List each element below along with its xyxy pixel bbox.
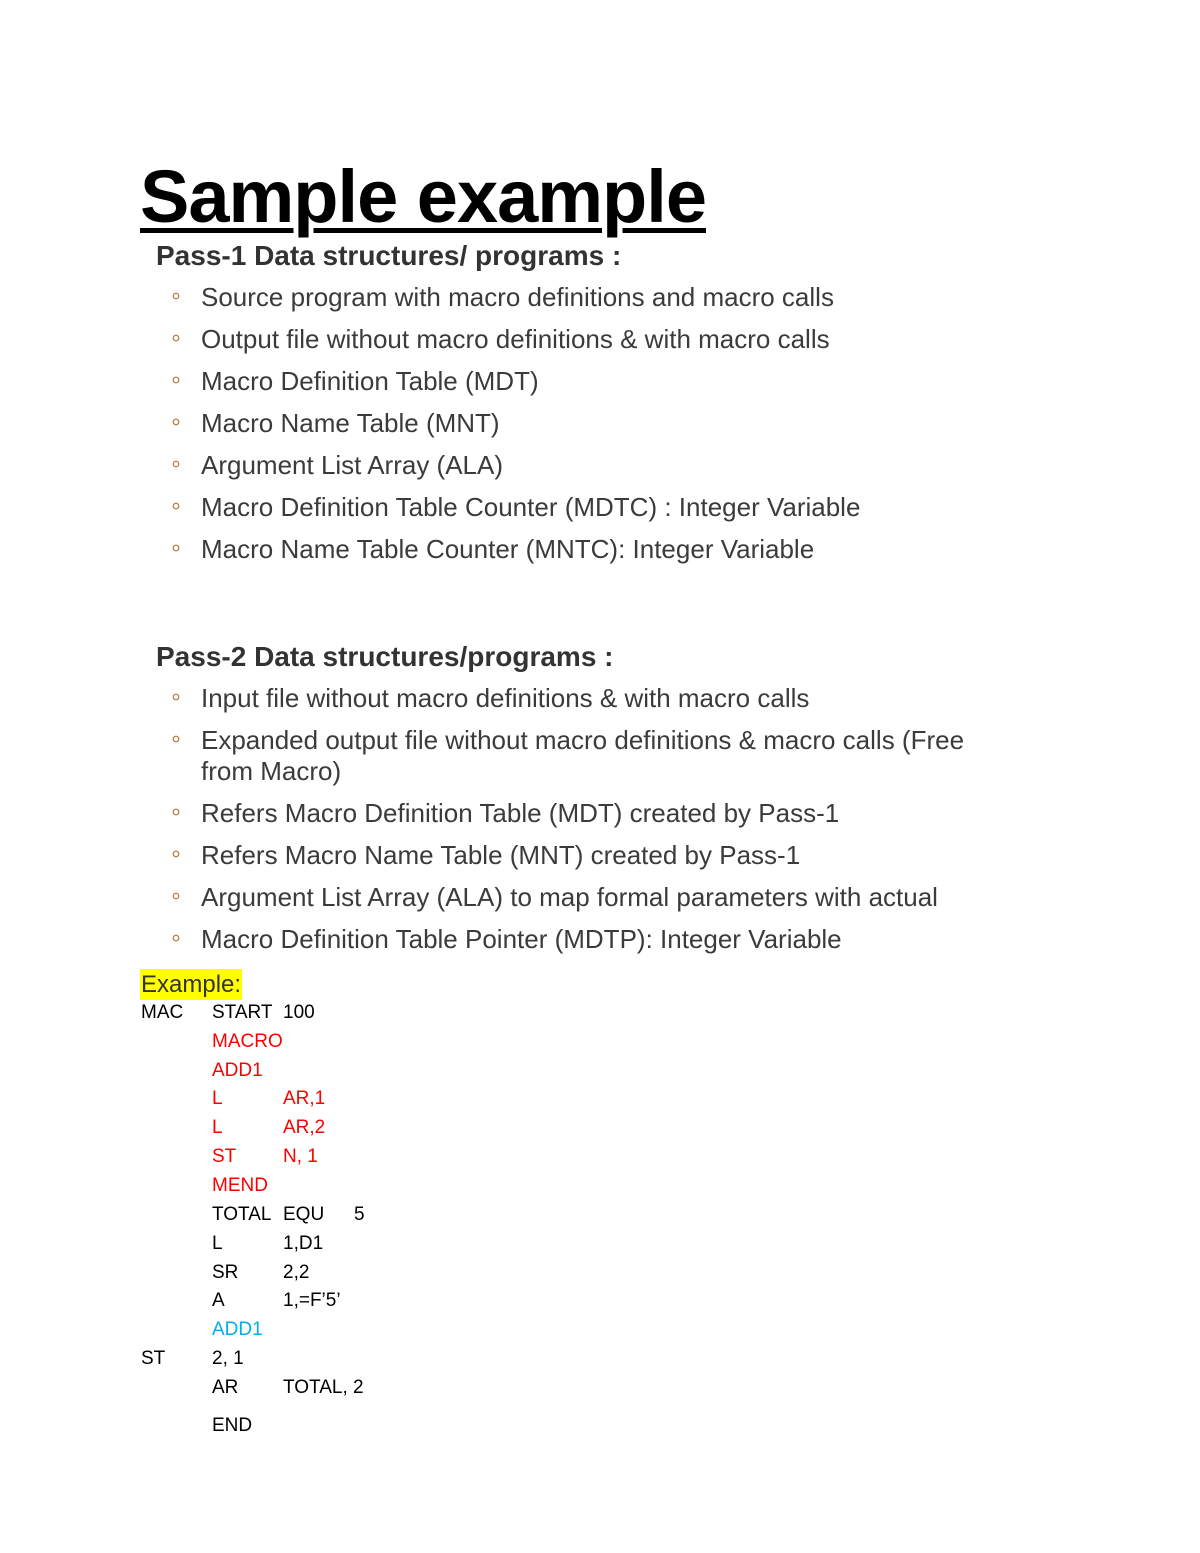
list-item xyxy=(172,324,860,355)
page-title: Sample example xyxy=(140,155,706,238)
code-op-macro-call: ADD1 xyxy=(212,1319,263,1340)
list-item xyxy=(172,534,860,565)
code-op-macro-name: ADD1 xyxy=(212,1060,263,1081)
circle-bullet-icon xyxy=(172,544,180,552)
code-operand: 1,D1 xyxy=(283,1233,324,1254)
list-item-text: Source program with macro definitions and macro calls xyxy=(201,282,834,312)
circle-bullet-icon xyxy=(172,376,180,384)
code-op: 2, 1 xyxy=(212,1348,244,1369)
list-item-text: Macro Definition Table Counter (MDTC) : Integer Variable xyxy=(201,492,861,522)
list-item-text: Macro Name Table (MNT) xyxy=(201,408,500,438)
code-op-mend: MEND xyxy=(212,1175,268,1196)
code-operand: AR,1 xyxy=(283,1088,326,1109)
list-item-text: Input file without macro definitions & with macro calls xyxy=(201,683,810,713)
pass2-list xyxy=(172,683,964,966)
code-label: ST xyxy=(141,1348,166,1369)
list-item-text: Macro Definition Table Pointer (MDTP): Integer Variable xyxy=(201,924,842,954)
list-item xyxy=(172,408,860,439)
code-operand: N, 1 xyxy=(283,1146,318,1167)
list-item xyxy=(172,282,860,313)
code-op: SR xyxy=(212,1262,239,1283)
code-operand: EQU xyxy=(283,1204,325,1225)
list-item-text: Refers Macro Name Table (MNT) created by Pass-1 xyxy=(201,840,801,870)
code-operand: 2,2 xyxy=(283,1262,310,1283)
list-item-text: Macro Name Table Counter (MNTC): Integer Variable xyxy=(201,534,815,564)
code-op: A xyxy=(212,1290,225,1311)
list-item xyxy=(172,840,964,871)
pass1-heading: Pass-1 Data structures/ programs : xyxy=(156,240,622,271)
code-op: L xyxy=(212,1117,223,1138)
code-label: MAC xyxy=(141,1002,184,1023)
pass1-list xyxy=(172,282,860,576)
list-item-text: Expanded output file without macro definitions & macro calls (Free xyxy=(201,725,965,755)
list-item xyxy=(172,924,964,955)
list-item-text-continued: from Macro) xyxy=(201,756,342,786)
code-op: END xyxy=(212,1415,253,1436)
code-operand: TOTAL, 2 xyxy=(283,1377,364,1398)
list-item xyxy=(172,366,860,397)
code-op: START xyxy=(212,1002,273,1023)
circle-bullet-icon xyxy=(172,418,180,426)
code-op: AR xyxy=(212,1377,239,1398)
list-item xyxy=(172,798,964,829)
circle-bullet-icon xyxy=(172,502,180,510)
list-item-text: Refers Macro Definition Table (MDT) created by Pass-1 xyxy=(201,798,840,828)
circle-bullet-icon xyxy=(172,693,180,701)
circle-bullet-icon xyxy=(172,850,180,858)
code-op: ST xyxy=(212,1146,237,1167)
code-operand: 100 xyxy=(283,1002,315,1023)
list-item xyxy=(172,683,964,714)
code-extra: 5 xyxy=(354,1204,365,1225)
circle-bullet-icon xyxy=(172,808,180,816)
circle-bullet-icon xyxy=(172,735,180,743)
list-item-text: Argument List Array (ALA) to map formal parameters with actual xyxy=(201,882,938,912)
list-item-text: Macro Definition Table (MDT) xyxy=(201,366,539,396)
circle-bullet-icon xyxy=(172,934,180,942)
code-operand: AR,2 xyxy=(283,1117,326,1138)
example-label: Example: xyxy=(141,971,242,998)
circle-bullet-icon xyxy=(172,892,180,900)
list-item-text: Argument List Array (ALA) xyxy=(201,450,503,480)
list-item-text: Output file without macro definitions & with macro calls xyxy=(201,324,830,354)
list-item xyxy=(172,450,860,481)
list-item xyxy=(172,725,964,787)
circle-bullet-icon xyxy=(172,460,180,468)
pass2-heading: Pass-2 Data structures/programs : xyxy=(156,641,614,672)
code-op-macro: MACRO xyxy=(212,1031,283,1052)
circle-bullet-icon xyxy=(172,292,180,300)
list-item xyxy=(172,882,964,913)
circle-bullet-icon xyxy=(172,334,180,342)
code-operand: 1,=F’5’ xyxy=(283,1290,341,1311)
code-op: L xyxy=(212,1233,223,1254)
list-item xyxy=(172,492,860,523)
code-op: TOTAL xyxy=(212,1204,272,1225)
code-op: L xyxy=(212,1088,223,1109)
